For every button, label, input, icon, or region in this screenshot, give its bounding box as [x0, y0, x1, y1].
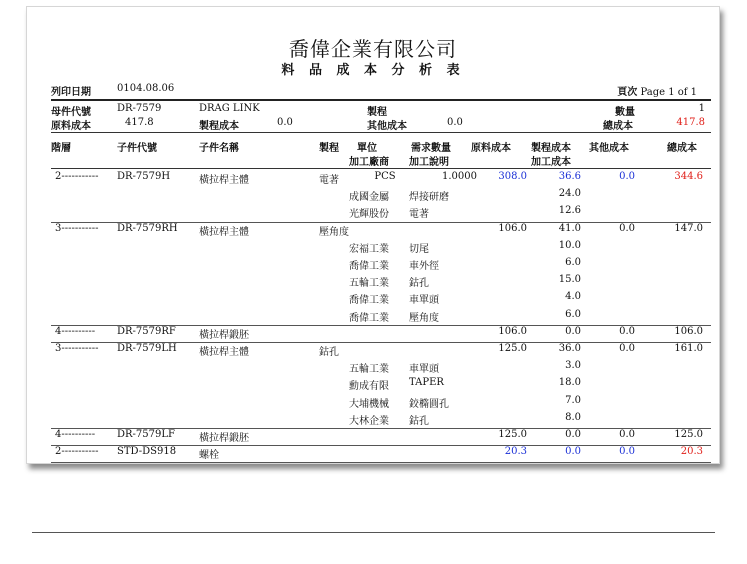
cell-desc: 電著	[409, 209, 429, 221]
cell-proc: 0.0	[565, 446, 581, 458]
cell-level: 3-----------	[55, 343, 99, 354]
page-bottom-rule	[32, 532, 715, 533]
cell-other: 0.0	[619, 171, 635, 182]
cell-desc: 壓角度	[409, 312, 439, 324]
page-indicator	[617, 83, 697, 98]
cell-desc: 焊接研磨	[409, 192, 449, 204]
cell-code: DR-7579H	[117, 171, 171, 182]
cell-desc: 鉸橢圓孔	[409, 398, 449, 410]
total-cost-value: 417.8	[676, 117, 705, 128]
cell-process: 電著	[319, 175, 339, 186]
col-level: 階層	[51, 143, 71, 154]
cell-unit: PCS	[374, 171, 396, 182]
cell-total: 161.0	[674, 343, 703, 354]
report-title: 料 品 成 本 分 析 表	[281, 63, 465, 78]
cell-vendor: 光輝股份	[349, 209, 389, 221]
col-work-cost: 加工成本	[531, 157, 571, 168]
cell-code: DR-7579LF	[117, 429, 175, 440]
col-child-name: 子件名稱	[199, 143, 239, 154]
cell-desc: 車外徑	[409, 261, 439, 272]
cell-desc: 車單頭	[409, 295, 439, 307]
raw-cost-value: 417.8	[125, 117, 154, 128]
cell-total: 20.3	[680, 446, 703, 458]
summary-divider	[51, 132, 711, 133]
cell-code: STD-DS918	[117, 446, 177, 458]
report-sheet	[26, 6, 720, 464]
cell-level: 2-----------	[55, 171, 99, 182]
col-child-code: 子件代號	[117, 143, 157, 154]
cell-vendor: 五輪工業	[349, 364, 389, 376]
col-unit: 單位	[357, 143, 377, 154]
cell-proc: 0.0	[565, 325, 581, 337]
cell-name: 螺栓	[199, 450, 219, 462]
other-cost-value: 0.0	[447, 117, 463, 128]
cell-raw: 106.0	[498, 325, 527, 337]
col-other-cost: 其他成本	[589, 143, 629, 154]
cell-raw: 308.0	[498, 171, 527, 182]
cell-proc: 7.0	[565, 394, 581, 406]
cell-raw: 106.0	[498, 222, 527, 234]
parent-code: DR-7579	[117, 103, 162, 114]
cell-vendor: 大埔機械	[349, 398, 389, 410]
cell-code: DR-7579LH	[117, 343, 177, 354]
cell-desc: 鈷孔	[409, 415, 429, 427]
cell-vendor: 五輪工業	[349, 278, 389, 290]
cell-name: 橫拉桿鍛胚	[199, 433, 249, 444]
cell-vendor: 宏福工業	[349, 243, 389, 255]
qty-value: 1	[698, 103, 705, 114]
col-process-desc: 加工說明	[409, 157, 449, 168]
total-cost-label: 總成本	[603, 121, 633, 132]
row-divider	[51, 462, 711, 463]
col-raw-cost: 原料成本	[471, 143, 511, 154]
cell-total: 147.0	[674, 222, 703, 234]
cell-proc: 15.0	[558, 274, 581, 286]
cell-vendor: 大林企業	[349, 415, 389, 427]
qty-label: 數量	[615, 107, 635, 118]
col-proc-cost: 製程成本	[531, 143, 571, 154]
cell-level: 4----------	[55, 325, 96, 337]
cell-name: 橫拉桿主體	[199, 347, 249, 358]
cell-desc: 鈷孔	[409, 278, 429, 290]
cell-vendor: 喬偉工業	[349, 312, 389, 324]
process-label: 製程	[367, 107, 387, 118]
cell-other: 0.0	[619, 325, 635, 337]
cell-other: 0.0	[619, 446, 635, 458]
cell-raw: 125.0	[498, 429, 527, 440]
cell-qty: 1.0000	[442, 171, 477, 182]
other-cost-label: 其他成本	[367, 121, 407, 132]
cell-desc: TAPER	[409, 377, 444, 389]
cell-proc: 18.0	[558, 377, 581, 389]
cell-proc: 36.0	[558, 343, 581, 354]
page-label: 頁次	[617, 87, 638, 98]
page-value: Page 1 of 1	[640, 87, 697, 98]
cell-other: 0.0	[619, 429, 635, 440]
process-cost-label: 製程成本	[199, 121, 239, 132]
cell-proc: 10.0	[558, 239, 581, 251]
cell-proc: 6.0	[565, 257, 581, 268]
cell-name: 橫拉桿主體	[199, 175, 249, 186]
cell-name: 橫拉桿鍛胚	[199, 329, 249, 341]
print-date-label: 列印日期	[51, 87, 91, 98]
cell-raw: 20.3	[504, 446, 527, 458]
cell-level: 3-----------	[55, 222, 99, 234]
cell-proc: 8.0	[565, 411, 581, 423]
parent-code-label: 母件代號	[51, 107, 91, 118]
cell-proc: 6.0	[565, 308, 581, 320]
cell-other: 0.0	[619, 343, 635, 354]
cell-code: DR-7579RH	[117, 222, 178, 234]
cell-proc: 24.0	[558, 188, 581, 200]
col-total-cost: 總成本	[667, 143, 697, 154]
cell-process: 壓角度	[319, 226, 349, 238]
col-vendor: 加工廠商	[349, 157, 389, 168]
cell-desc: 車單頭	[409, 364, 439, 376]
cell-process: 鈷孔	[319, 347, 339, 358]
cell-code: DR-7579RF	[117, 325, 176, 337]
cell-level: 4----------	[55, 429, 96, 440]
cell-proc: 3.0	[565, 360, 581, 372]
cell-vendor: 成國金屬	[349, 192, 389, 204]
cell-desc: 切尾	[409, 243, 429, 255]
cell-other: 0.0	[619, 222, 635, 234]
header-divider	[51, 99, 711, 101]
raw-cost-label: 原料成本	[51, 121, 91, 132]
col-req-qty: 需求數量	[411, 143, 451, 154]
column-header-divider	[51, 168, 711, 169]
cell-proc: 41.0	[558, 222, 581, 234]
print-date: 0104.08.06	[117, 83, 175, 94]
parent-name: DRAG LINK	[199, 103, 260, 114]
cell-level: 2-----------	[55, 446, 99, 458]
cell-total: 106.0	[674, 325, 703, 337]
cell-name: 橫拉桿主體	[199, 226, 249, 238]
cell-proc: 4.0	[565, 291, 581, 303]
cell-vendor: 喬偉工業	[349, 295, 389, 307]
cell-vendor: 喬偉工業	[349, 261, 389, 272]
cell-vendor: 勳成有限	[349, 381, 389, 393]
process-cost-value: 0.0	[277, 117, 293, 128]
cell-proc: 12.6	[558, 205, 581, 217]
company-name: 喬偉企業有限公司	[289, 37, 457, 61]
cell-proc: 36.6	[558, 171, 581, 182]
cell-proc: 0.0	[565, 429, 581, 440]
col-process: 製程	[319, 143, 339, 154]
cell-total: 125.0	[674, 429, 703, 440]
cell-total: 344.6	[674, 171, 703, 182]
cell-raw: 125.0	[498, 343, 527, 354]
